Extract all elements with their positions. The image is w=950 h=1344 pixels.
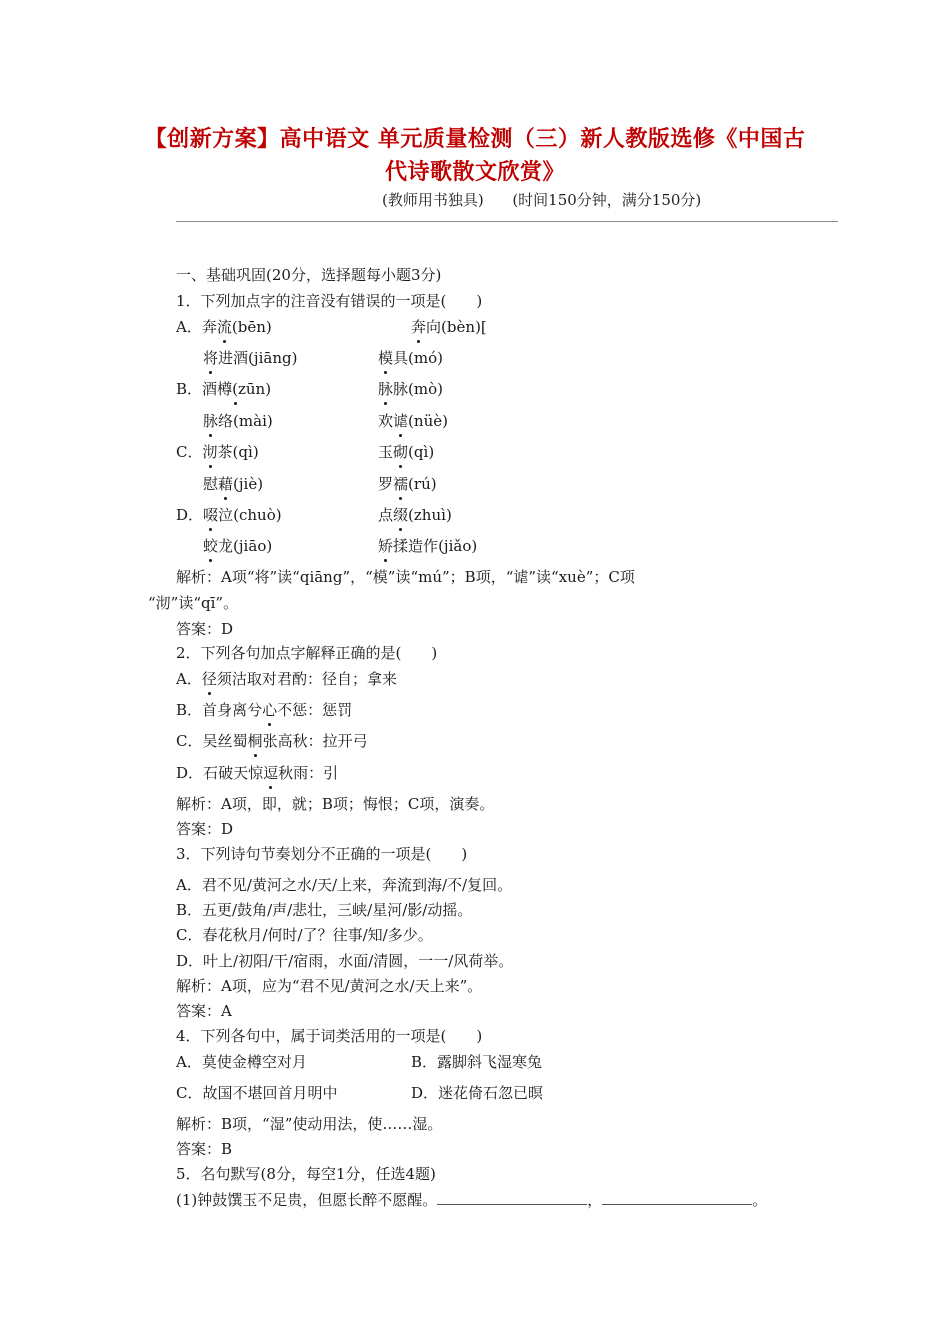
emphasis-dot-char: 砌 xyxy=(393,443,409,461)
emphasis-dot-char: 啜 xyxy=(203,506,219,524)
q1-option-b4: 欢谑(nüè) xyxy=(378,412,448,430)
emphasis-dot-char: 逗 xyxy=(263,764,279,782)
q1-option-d3: 蛟龙(jiāo) xyxy=(203,537,273,555)
emphasis-dot-char: 脉 xyxy=(203,412,219,430)
q3-answer: 答案：A xyxy=(176,1002,232,1020)
q3-stem: 3．下列诗句节奏划分不正确的一项是( ) xyxy=(176,845,468,863)
q2-stem: 2．下列各句加点字解释正确的是( ) xyxy=(176,644,438,662)
q4-option-d: D．迷花倚石忽已暝 xyxy=(411,1084,544,1102)
q1-option-c3: 慰藉(jiè) xyxy=(203,475,264,493)
emphasis-dot-char: 心 xyxy=(262,701,278,719)
q1-option-a2: 奔向(bèn)[ xyxy=(411,318,487,336)
emphasis-dot-char: 脉 xyxy=(378,380,394,398)
section-heading: 一、基础巩固(20分，选择题每小题3分) xyxy=(176,266,442,284)
q2-option-d: D．石破天惊逗秋雨：引 xyxy=(176,764,339,782)
emphasis-dot-char: 谑 xyxy=(393,412,409,430)
q5-stem: 5．名句默写(8分，每空1分，任选4题) xyxy=(176,1165,436,1183)
q1-option-c4: 罗襦(rú) xyxy=(378,475,437,493)
q1-option-d4: 矫揉造作(jiǎo) xyxy=(378,537,478,555)
document-title-line-2: 代诗歌散文欣赏》 xyxy=(384,160,565,185)
q3-option-b: B．五更/鼓角/声/悲壮，三峡/星河/影/动摇。 xyxy=(176,901,473,919)
q4-stem: 4．下列各句中，属于词类活用的一项是( ) xyxy=(176,1027,483,1045)
q1-stem: 1．下列加点字的注音没有错误的一项是( ) xyxy=(176,292,483,310)
q5-item-1 xyxy=(176,1190,767,1210)
q1-option-d2: 点缀(zhuì) xyxy=(378,506,452,524)
q2-answer: 答案：D xyxy=(176,820,234,838)
q3-option-c: C．春花秋月/何时/了？往事/知/多少。 xyxy=(176,926,433,944)
emphasis-dot-char: 径 xyxy=(201,670,217,688)
q1-analysis-line-2: “沏”读“qī”。 xyxy=(148,594,239,612)
q1-answer: 答案：D xyxy=(176,620,234,638)
emphasis-dot-char: 蛟 xyxy=(203,537,219,555)
emphasis-dot-char: 缀 xyxy=(393,506,409,524)
fill-blank-1[interactable] xyxy=(437,1190,587,1205)
q1-option-c1: C．沏茶(qì) xyxy=(176,443,259,461)
emphasis-dot-char: ( xyxy=(232,380,238,398)
emphasis-dot-char: 将 xyxy=(203,349,219,367)
emphasis-dot-char: 模 xyxy=(378,349,394,367)
period: 。 xyxy=(752,1191,768,1209)
emphasis-dot-char: 流 xyxy=(216,318,232,336)
q1-option-b1: B．酒樽(zūn) xyxy=(176,380,272,398)
q1-option-d1: D．啜泣(chuò) xyxy=(176,506,282,524)
q4-option-c: C．故国不堪回首月明中 xyxy=(176,1084,338,1102)
q1-analysis-line-1: 解析：A项“将”读“qiāng”，“模”读“mú”；B项，“谑”读“xuè”；C项 xyxy=(176,568,635,586)
q1-option-b3: 脉络(mài) xyxy=(203,412,273,430)
document-title-line-1: 【创新方案】高中语文 单元质量检测（三）新人教版选修《中国古 xyxy=(144,127,806,152)
q1-option-b2: 脉脉(mò) xyxy=(378,380,444,398)
q4-answer: 答案：B xyxy=(176,1140,233,1158)
q2-analysis: 解析：A项，即，就；B项；悔恨；C项，演奏。 xyxy=(176,795,495,813)
fill-blank-2[interactable] xyxy=(602,1190,752,1205)
comma: ， xyxy=(587,1191,603,1209)
emphasis-dot-char: 桐 xyxy=(247,732,263,750)
q3-option-d: D．叶上/初阳/干/宿雨，水面/清圆，一一/风荷举。 xyxy=(176,952,514,970)
emphasis-dot-char: 矫 xyxy=(378,537,394,555)
q1-option-c2: 玉砌(qì) xyxy=(378,443,435,461)
q4-option-b: B．露脚斜飞湿寒兔 xyxy=(411,1053,543,1071)
q1-option-a3: 将进酒(jiāng) xyxy=(203,349,298,367)
header-divider xyxy=(176,221,838,222)
q5-item-1-text: (1)钟鼓馔玉不足贵，但愿长醉不愿醒。 xyxy=(176,1191,438,1209)
q2-option-b: B．首身离兮心不惩：惩罚 xyxy=(176,701,353,719)
q3-option-a: A．君不见/黄河之水/天/上来，奔流到海/不/复回。 xyxy=(176,876,513,894)
emphasis-dot-char: 奔 xyxy=(411,318,427,336)
document-subtitle: (教师用书独具) (时间150分钟，满分150分) xyxy=(382,191,702,209)
q2-option-a: A．径须沽取对君酌：径自；拿来 xyxy=(176,670,398,688)
q1-option-a1: A．奔流(bēn) xyxy=(176,318,272,336)
emphasis-dot-char: 襦 xyxy=(393,475,409,493)
q1-option-a4: 模具(mó) xyxy=(378,349,444,367)
emphasis-dot-char: 藉 xyxy=(218,475,234,493)
q3-analysis: 解析：A项，应为“君不见/黄河之水/天上来”。 xyxy=(176,977,483,995)
q4-analysis: 解析：B项，“湿”使动用法，使……湿。 xyxy=(176,1115,443,1133)
q4-option-a: A．莫使金樽空对月 xyxy=(176,1053,307,1071)
emphasis-dot-char: 沏 xyxy=(202,443,218,461)
q2-option-c: C．吴丝蜀桐张高秋：拉开弓 xyxy=(176,732,368,750)
